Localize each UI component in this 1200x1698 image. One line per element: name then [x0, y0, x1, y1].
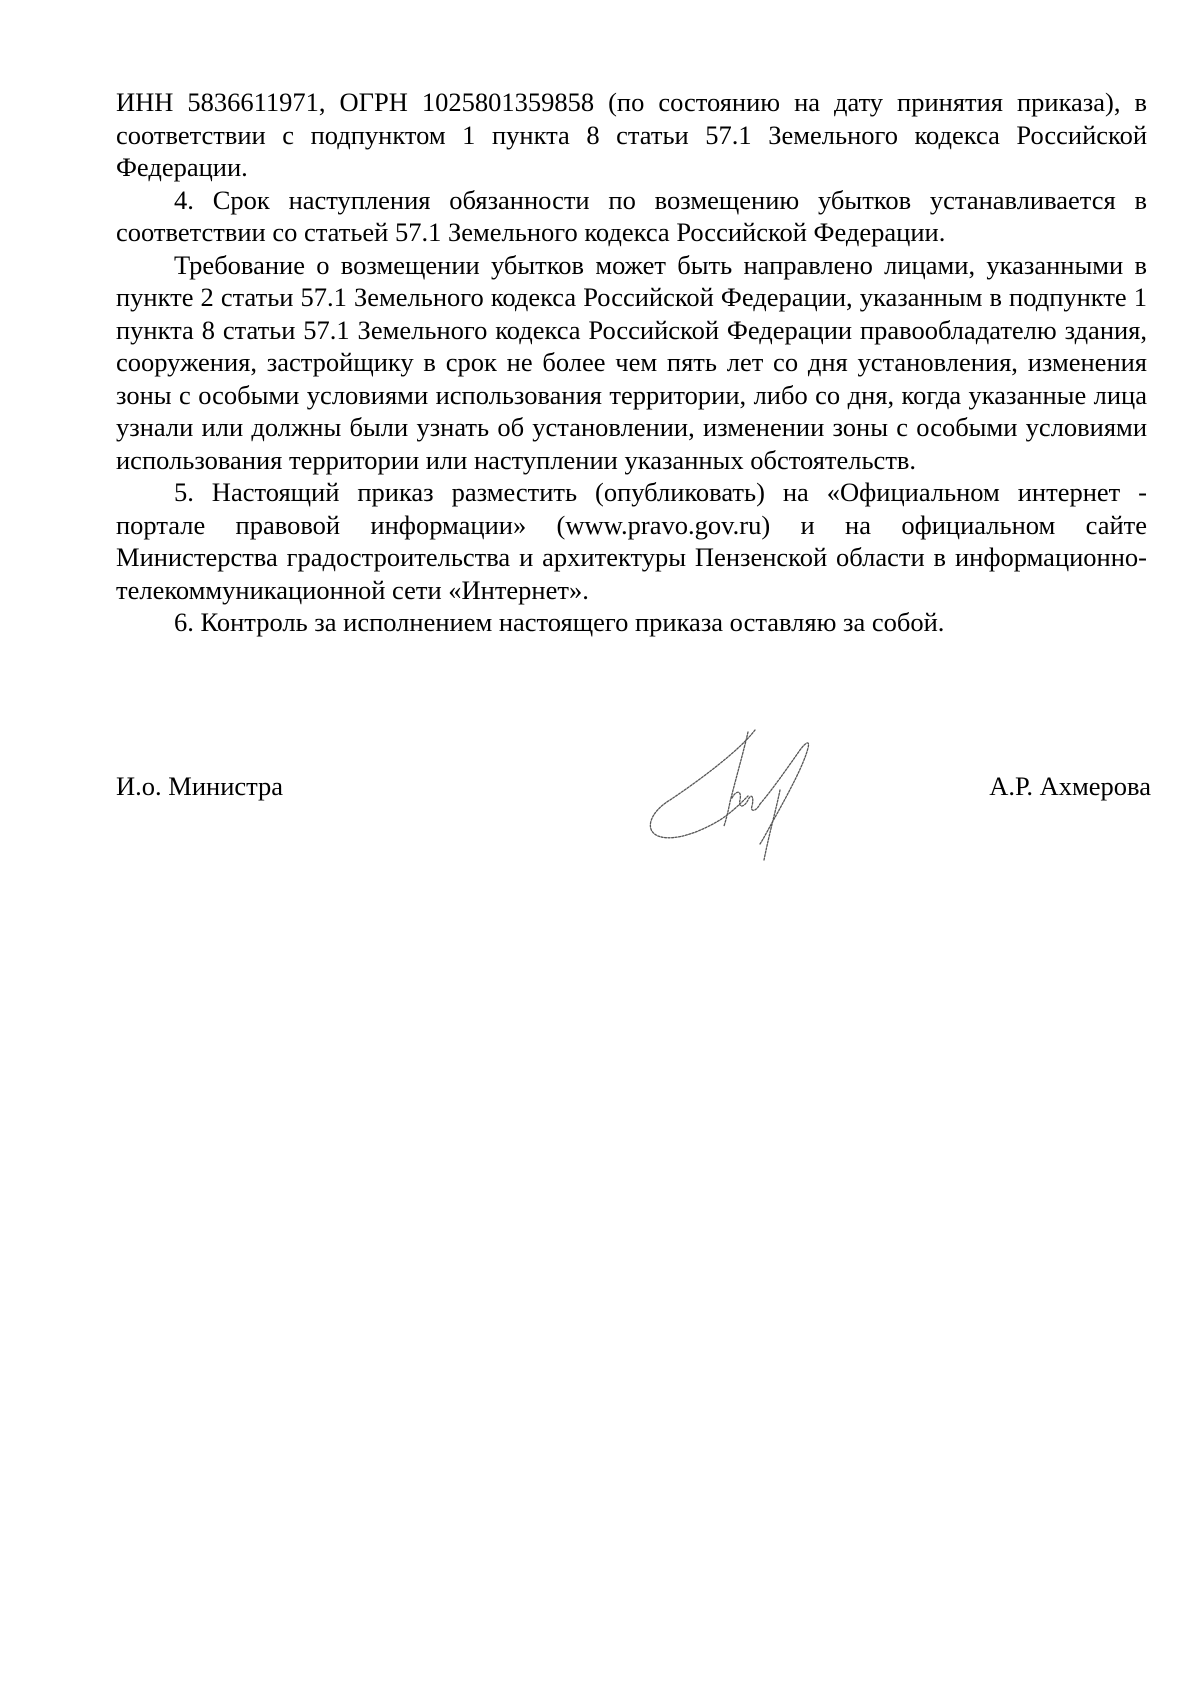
handwritten-signature — [640, 720, 840, 870]
paragraph-item-5: 5. Настоящий приказ разместить (опубликовать) на «Официальном интернет - портале правовой информации» (www.pravo.gov.ru) и на официальном сайте Министерства градостроительства и архитектуры Пензенской области в информационно-телекоммуникационной сети «Интернет». — [116, 477, 1147, 605]
paragraph-item-6: 6. Контроль за исполнением настоящего приказа оставляю за собой. — [174, 607, 945, 637]
paragraph-claim-requirement: Требование о возмещении убытков может быть направлено лицами, указанными в пункте 2 статьи 57.1 Земельного кодекса Российской Федерации, указанным в подпункте 1 пункта 8 статьи 57.1 Земельного кодекса Российской Федерации правообладателю здания, сооружения, застройщику в срок не более чем пять лет со дня установления, изменения зоны с особыми условиями использования территории, либо со дня, когда указанные лица узнали или должны были узнать об установлении, изменении зоны с особыми условиями использования территории или наступлении указанных обстоятельств. — [116, 249, 1147, 475]
paragraph-continuation: ИНН 5836611971, ОГРН 1025801359858 (по состоянию на дату принятия приказа), в соответствии с подпунктом 1 пункта 8 статьи 57.1 Земельного кодекса Российской Федерации. — [116, 87, 1147, 182]
paragraph-item-4: 4. Срок наступления обязанности по возмещению убытков устанавливается в соответствии со статьей 57.1 Земельного кодекса Российской Федерации. — [116, 184, 1147, 247]
signatory-name: А.Р. Ахмерова — [989, 771, 1151, 801]
signatory-title: И.о. Министра — [116, 771, 284, 801]
signature-block — [116, 770, 1151, 810]
document-body — [116, 86, 1147, 639]
